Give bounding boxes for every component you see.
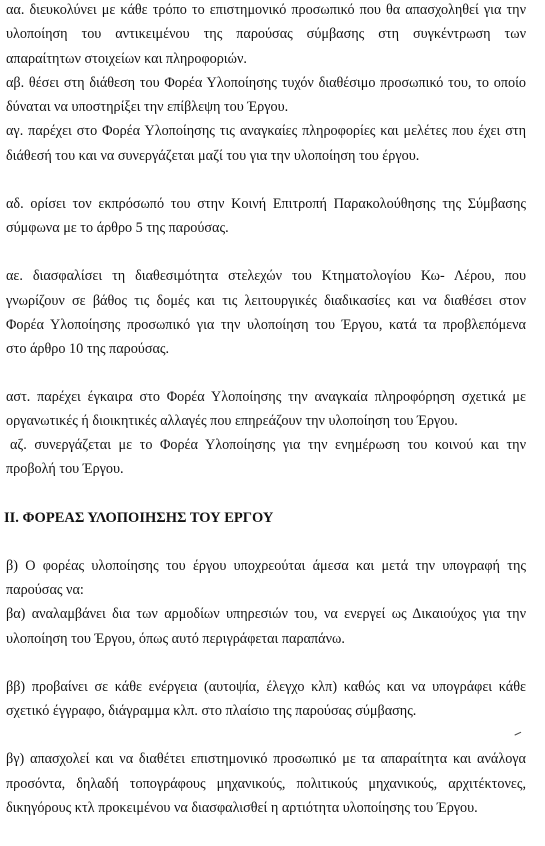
text-line: αα. διευκολύνει με κάθε τρόπο το επιστημονικό προσωπικό που θα απασχοληθεί για την [6,2,526,18]
text-line: αστ. παρέχει έγκαιρα στο Φορέα Υλοποίησης την αναγκαία πληροφόρηση σχετικά με [6,389,526,405]
text-line: σχετικό έγγραφο, διάγραμμα κλπ. στο πλαίσιο της παρούσας σύμβασης. [6,703,417,719]
text-line: ββ) προβαίνει σε κάθε ενέργεια (αυτοψία, έλεγχο κλπ) καθώς και να υπογράφει κάθε [6,679,526,695]
text-line: Φορέα Υλοποίησης προσωπικό για την υλοποίηση του Έργου, κατά τα προβλεπόμενα [6,317,526,333]
text-line: β) Ο φορέας υλοποίησης του έργου υποχρεούται άμεσα και μετά την υπογραφή της [6,558,526,574]
stray-pen-mark [514,732,522,739]
text-line: αδ. ορίσει τον εκπρόσωπό του στην Κοινή Επιτροπή Παρακολούθησης της Σύμβασης [6,196,526,212]
text-line: υλοποίηση του αντικειμένου της παρούσας σύμβασης στη συγκέντρωση των [6,26,526,42]
text-line: παρούσας να: [6,582,84,598]
text-line: προβολή του Έργου. [6,461,124,477]
section-heading: II. ΦΟΡΕΑΣ ΥΛΟΠΟΙΗΣΗΣ ΤΟΥ ΕΡΓΟΥ [4,510,274,526]
text-line: διάθεσή του και να συνεργάζεται μαζί του για την υλοποίηση του έργου. [6,148,420,164]
text-line: οργανωτικές ή διοικητικές αλλαγές που επηρεάζουν την υλοποίηση του Έργου. [6,413,458,429]
text-line: υλοποίηση του Έργου, όπως αυτό περιγράφεται παραπάνω. [6,631,345,647]
text-line: δικηγόρους κτλ προκειμένου να διασφαλισθεί η αρτιότητα υλοποίησης του Έργου. [6,800,478,816]
text-line: απαραίτητων στοιχείων και πληροφοριών. [6,51,247,67]
text-line: στο άρθρο 10 της παρούσας. [6,341,170,357]
text-line: σύμφωνα με το άρθρο 5 της παρούσας. [6,220,229,236]
text-line: αζ. συνεργάζεται με το Φορέα Υλοποίησης για την ενημέρωση του κοινού και την [10,437,526,453]
text-line: προσόντα, δηλαδή τοπογράφους μηχανικούς, πολιτικούς μηχανικούς, αρχιτέκτονες, [6,776,526,792]
text-line: αγ. παρέχει στο Φορέα Υλοποίησης τις αναγκαίες πληροφορίες και μελέτες που έχει στη [6,123,526,139]
text-line: γνωρίζουν σε βάθος τις δομές και τις λειτουργικές διαδικασίες και να διαθέσει στον [6,293,526,309]
text-line: αβ. θέσει στη διάθεση του Φορέα Υλοποίησης τυχόν διαθέσιμο προσωπικό του, το οποίο [6,75,526,91]
text-line: βα) αναλαμβάνει δια των αρμοδίων υπηρεσιών του, να ενεργεί ως Δικαιούχος για την [6,606,526,622]
text-line: δύναται να υποστηρίξει την επίβλεψη του Έργου. [6,99,289,115]
text-line: αε. διασφαλίσει τη διαθεσιμότητα στελεχών του Κτηματολογίου Κω- Λέρου, που [6,268,526,284]
text-line: βγ) απασχολεί και να διαθέτει επιστημονικό προσωπικό με τα απαραίτητα και ανάλογα [6,751,526,767]
